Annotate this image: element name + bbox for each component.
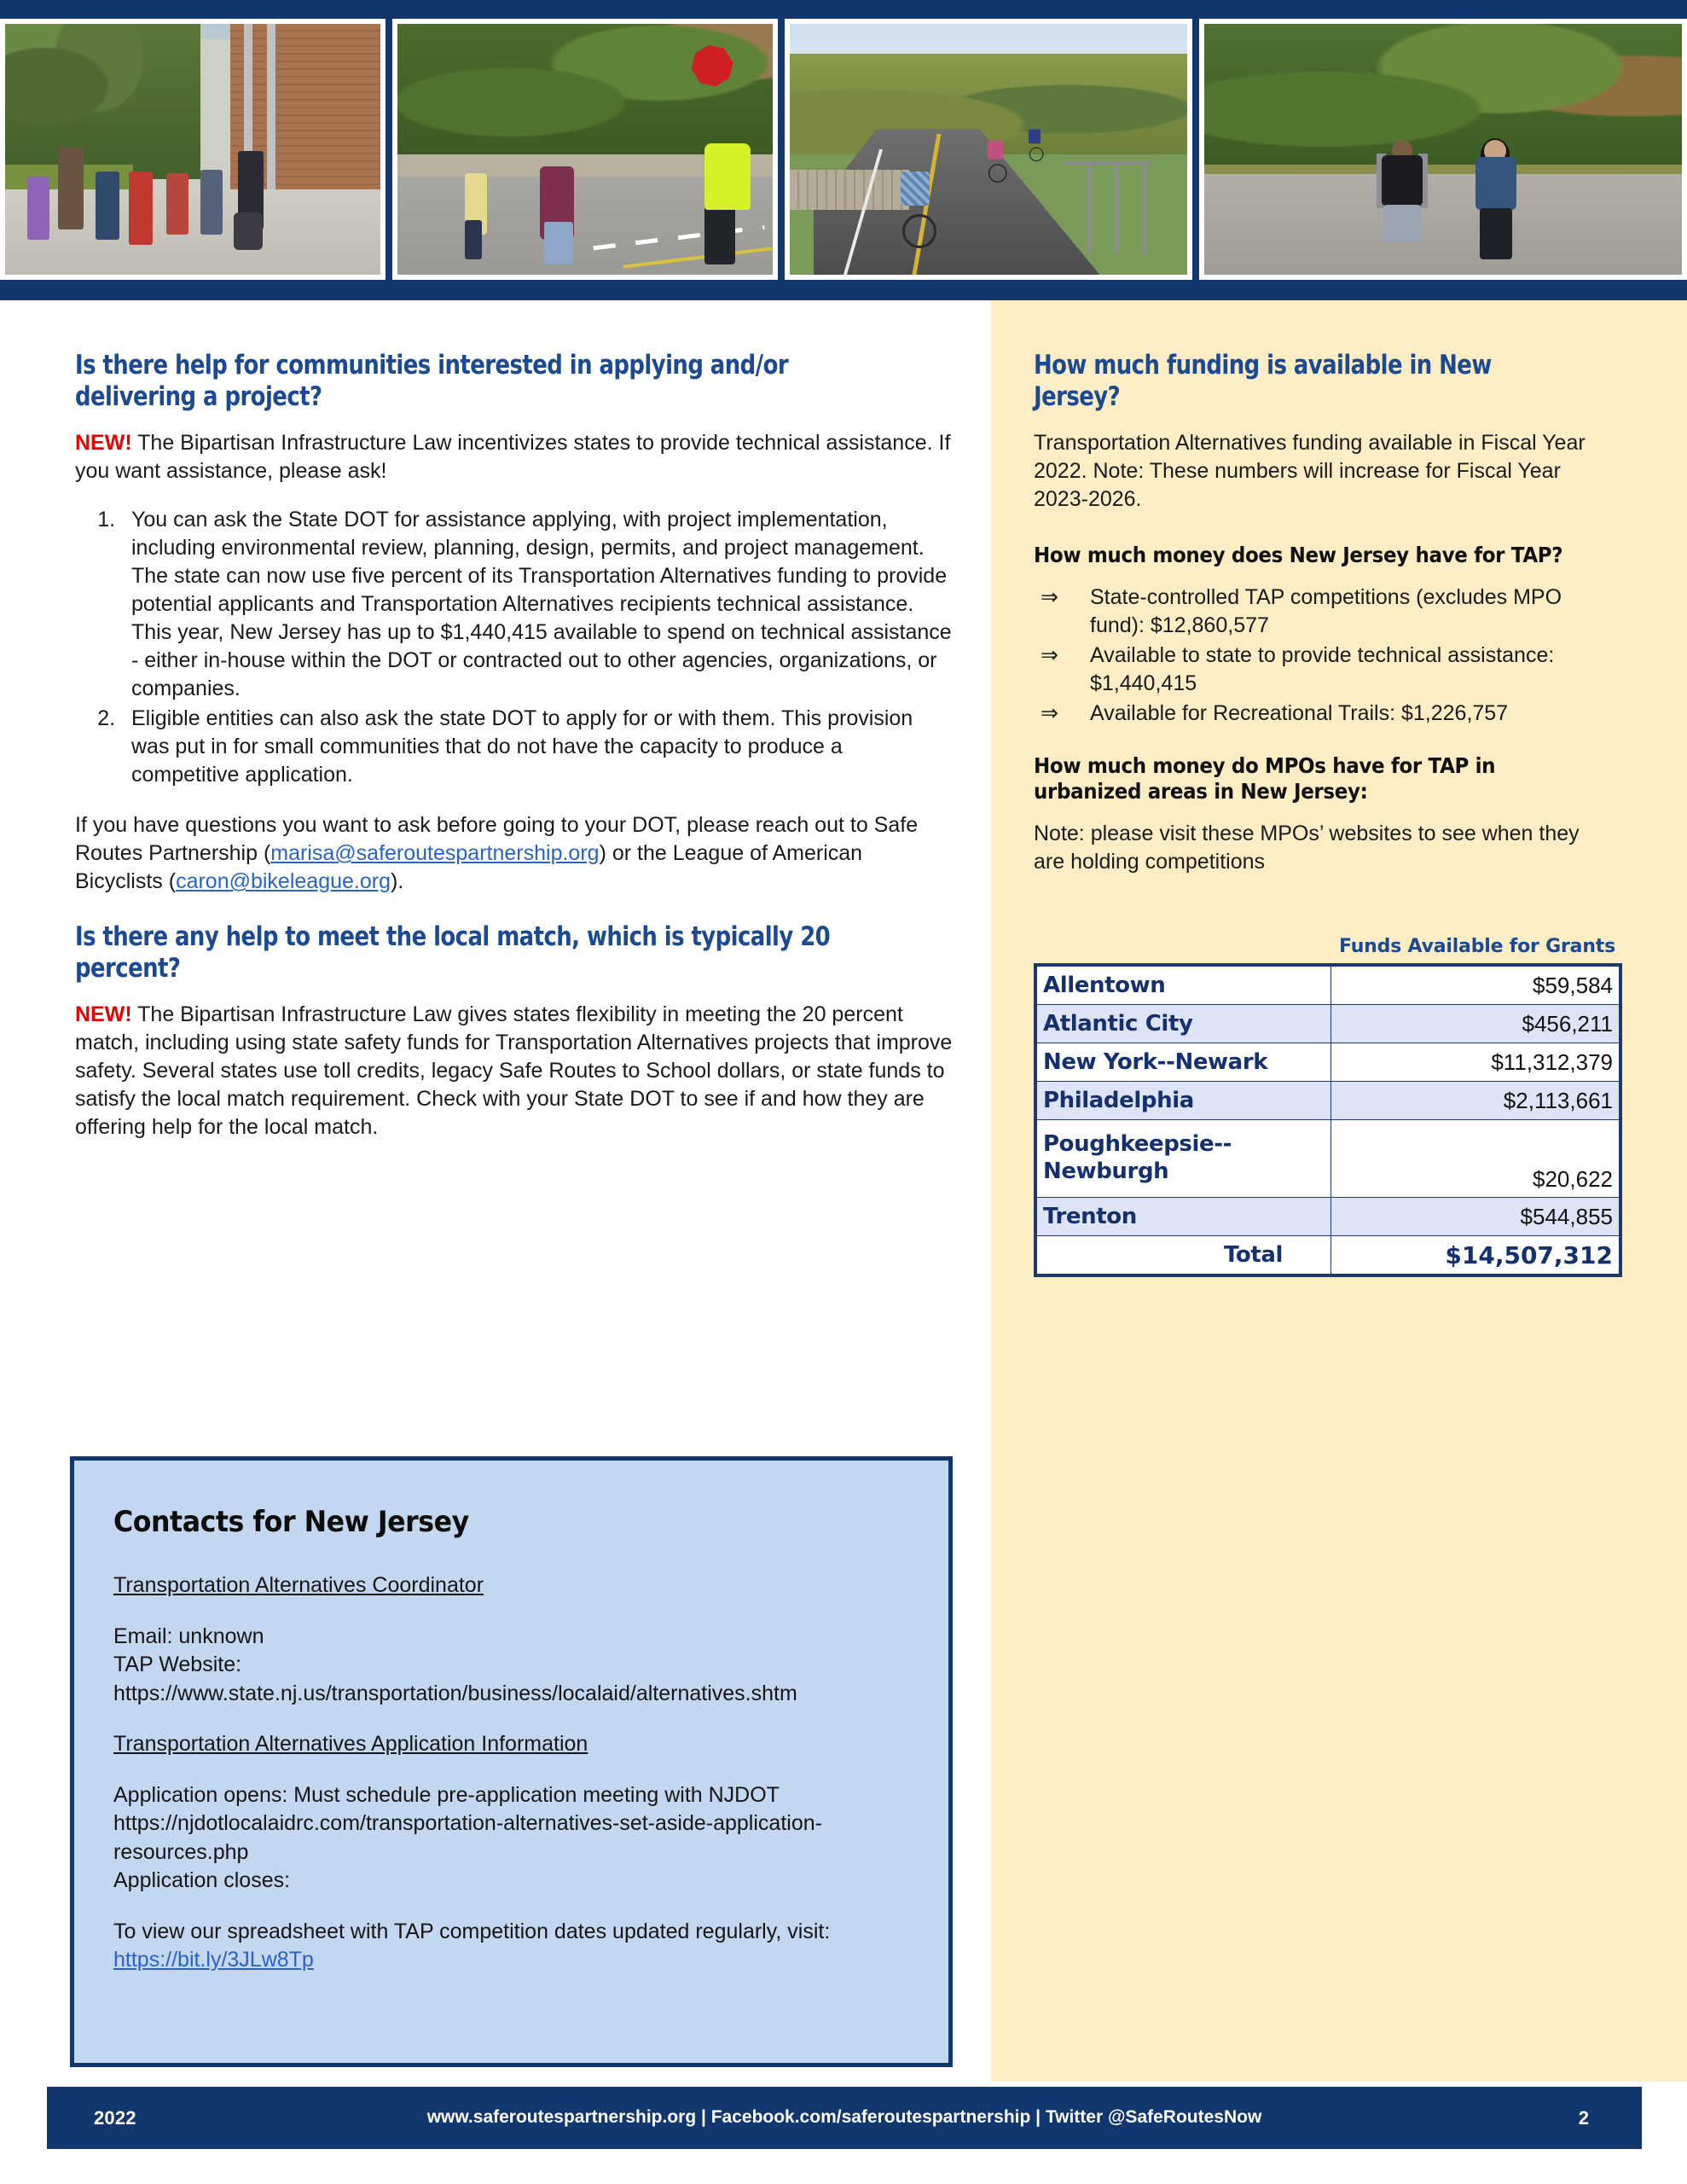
header-photo-strip: [0, 19, 1687, 280]
new-badge-match: NEW!: [75, 1002, 132, 1027]
contacts-email-and-website: [113, 1623, 909, 1709]
right-column: [1034, 350, 1615, 1277]
contacts-application-closes-line: Application closes:: [113, 1868, 291, 1892]
table-cell-value: $20,622: [1331, 1120, 1621, 1198]
questions-text-b: ) or the League of American Bicyclists (: [75, 841, 863, 894]
table-cell-value: $544,855: [1331, 1198, 1621, 1236]
questions-text-a: If you have questions you want to ask before going to your DOT, please reach out to Safe Routes Partnership (: [75, 813, 919, 866]
right-heading-mpo-money: How much money do MPOs have for TAP in urbanized areas in New Jersey:: [1034, 753, 1496, 804]
email-link-bike-league[interactable]: caron@bikeleague.org: [176, 869, 391, 894]
bullet-text: State-controlled TAP competitions (excludes MPO fund): $12,860,577: [1090, 585, 1562, 638]
table-row: [1035, 1043, 1620, 1082]
contacts-application-info-label-text: Transportation Alternatives Application Information: [113, 1732, 588, 1756]
page-footer: [47, 2087, 1642, 2149]
table-cell-area: New York--Newark: [1035, 1043, 1331, 1082]
footer-page-number: 2: [1578, 2107, 1589, 2129]
bullet-text: Available for Recreational Trails: $1,226,757: [1090, 701, 1509, 726]
table-cell-value: $456,211: [1331, 1005, 1621, 1043]
contacts-spreadsheet-text: To view our spreadsheet with TAP competition dates updated regularly, visit:: [113, 1919, 831, 1943]
table-row: [1035, 1082, 1620, 1120]
funds-available-table: [1034, 963, 1622, 1277]
table-row: [1035, 1198, 1620, 1236]
list-item: [1034, 700, 1615, 728]
table-cell-area: Philadelphia: [1035, 1082, 1331, 1120]
contacts-tap-website-line: TAP Website: https://www.state.nj.us/transportation/business/localaid/alternatives.shtm: [113, 1653, 797, 1705]
table-cell-area: Atlantic City: [1035, 1005, 1331, 1043]
list-item: 2. Eligible entities can also ask the state DOT to apply for or with them. This provision was put in for small communities that do not have the capacity to produce a competitive application.: [121, 705, 954, 789]
left-match-paragraph: [75, 1001, 954, 1141]
right-heading-money-for-tap: How much money does New Jersey have for TAP?: [1034, 543, 1563, 568]
photo-bicyclists-on-shared-use-path: [785, 19, 1192, 280]
table-row: [1035, 1120, 1620, 1198]
table-cell-value: $2,113,661: [1331, 1082, 1621, 1120]
contacts-application-opens-line: Application opens: Must schedule pre-application meeting with NJDOT https://njdotlocalaidrc.com/transportation-alternatives-set-aside-application-resources.php: [113, 1782, 822, 1864]
email-link-safe-routes-partnership[interactable]: marisa@saferoutespartnership.org: [270, 841, 600, 866]
table-cell-total-label: Total: [1035, 1236, 1331, 1276]
right-tap-bullets: [1034, 584, 1615, 728]
contacts-spreadsheet-line: [113, 1918, 909, 1975]
table-cell-area: Poughkeepsie--Newburgh: [1035, 1120, 1331, 1198]
left-intro-paragraph: [75, 429, 954, 485]
double-arrow-right-icon: ⇒: [1041, 701, 1058, 726]
double-arrow-right-icon: ⇒: [1041, 643, 1058, 668]
list-item: [1034, 642, 1615, 698]
funds-table-caption: Funds Available for Grants: [1338, 936, 1615, 958]
table-cell-value: $59,584: [1331, 965, 1621, 1005]
footer-year: 2022: [94, 2107, 136, 2129]
contacts-coordinator-label: [113, 1571, 909, 1600]
right-mpo-note: Note: please visit these MPOs’ websites to see when they are holding competitions: [1034, 822, 1580, 874]
spreadsheet-bitly-link[interactable]: https://bit.ly/3JLw8Tp: [113, 1948, 314, 1972]
double-arrow-right-icon: ⇒: [1041, 585, 1058, 610]
table-cell-area: Allentown: [1035, 965, 1331, 1005]
left-column: [75, 350, 954, 1162]
contacts-title: Contacts for New Jersey: [113, 1505, 469, 1539]
contacts-email-line: Email: unknown: [113, 1623, 264, 1648]
table-row: [1035, 965, 1620, 1005]
table-row-total: [1035, 1236, 1620, 1276]
table-row: [1035, 1005, 1620, 1043]
contacts-application-info-label: [113, 1730, 909, 1759]
table-cell-value: $11,312,379: [1331, 1043, 1621, 1082]
left-match-text: The Bipartisan Infrastructure Law gives states flexibility in meeting the 20 percent match, including using state safety funds for Transportation Alternatives projects that improve safety. Several states use toll credits, legacy Safe Routes to School dollars, or state funds to satisfy the local match requirement. Check with your State DOT to see if and how they are offering help for the local match.: [75, 1002, 953, 1140]
photo-two-people-walking-on-trail: [1199, 19, 1687, 280]
left-questions-paragraph: [75, 811, 954, 896]
list-item: [1034, 584, 1615, 640]
photo-kids-walking-biking-to-school: [0, 19, 386, 280]
new-badge-intro: NEW!: [75, 431, 132, 456]
left-heading-help-applying: Is there help for communities interested in applying and/or delivering a project?: [75, 350, 789, 412]
photo-crossing-guard-with-stop-sign: [392, 19, 778, 280]
footer-links-text: www.saferoutespartnership.org | Facebook.com/saferoutespartnership | Twitter @SafeRoutesNow: [426, 2107, 1262, 2127]
left-intro-text: The Bipartisan Infrastructure Law incentivizes states to provide technical assistance. If you want assistance, please ask!: [75, 431, 951, 484]
table-cell-total-value: $14,507,312: [1331, 1236, 1621, 1276]
right-funding-paragraph: Transportation Alternatives funding available in Fiscal Year 2022. Note: These numbers will increase for Fiscal Year 2023-2026.: [1034, 431, 1586, 512]
header-photo-band: [0, 0, 1687, 300]
contacts-application-dates: [113, 1781, 909, 1896]
table-cell-area: Trenton: [1035, 1198, 1331, 1236]
left-numbered-list: [75, 506, 954, 789]
contacts-coordinator-label-text: Transportation Alternatives Coordinator: [113, 1573, 484, 1597]
list-item: 1. You can ask the State DOT for assistance applying, with project implementation, including environmental review, planning, design, permits, and project management. The state can now use five percent of its Transportation Alternatives funding to provide potential applicants and Transportation Alternatives recipients technical assistance. This year, New Jersey has up to $1,440,415 available to spend on technical assistance - either in-house within the DOT or contracted out to other agencies, organizations, or companies.: [121, 506, 954, 703]
right-heading-funding-available: How much funding is available in New Jersey?: [1034, 350, 1492, 412]
contacts-box: [70, 1456, 953, 2067]
left-heading-local-match: Is there any help to meet the local match, which is typically 20 percent?: [75, 921, 831, 984]
questions-text-c: ).: [391, 869, 404, 894]
bullet-text: Available to state to provide technical assistance: $1,440,415: [1090, 643, 1555, 696]
